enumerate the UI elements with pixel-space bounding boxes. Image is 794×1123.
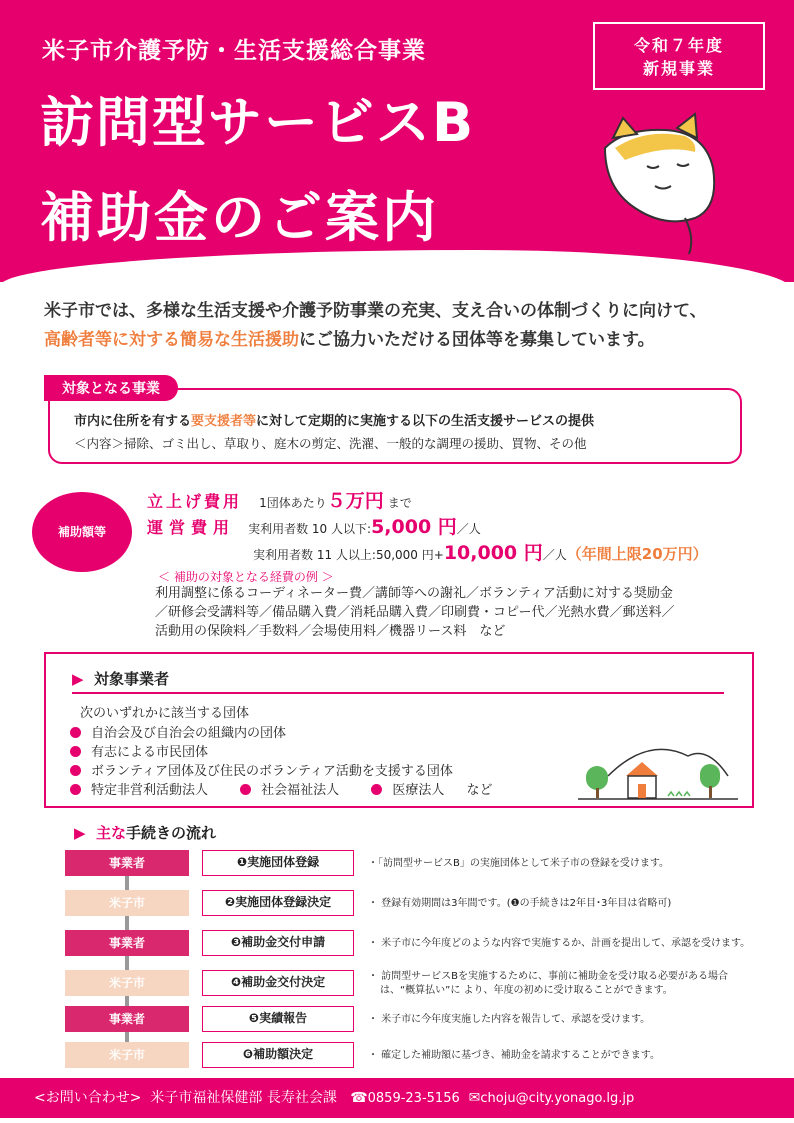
target-operators-box xyxy=(44,652,754,808)
flow-title-rest: 手続きの流れ xyxy=(126,824,217,842)
op1-b: ／人 xyxy=(456,522,481,536)
target-l1-highlight: 要支援者等 xyxy=(191,414,257,429)
triangle-icon: ▶ xyxy=(72,670,84,688)
bullet-icon xyxy=(70,765,81,776)
operators-title-text: 対象事業者 xyxy=(94,670,170,688)
house-illustration-icon xyxy=(578,736,738,802)
operators-divider xyxy=(72,692,724,694)
operators-title xyxy=(72,668,169,689)
flow-step: ❺実績報告 xyxy=(202,1006,354,1032)
header-title-line1: 訪問型サービスB xyxy=(40,91,476,154)
list-item xyxy=(70,762,492,781)
triangle-icon: ▶ xyxy=(74,824,86,842)
badge-line1: 令和７年度 xyxy=(633,36,724,55)
flow-step-desc: ・「訪問型サービスB」の実施団体として米子市の登録を受けます。 xyxy=(368,858,670,869)
flow-step-desc: ・ 米子市に今年度実施した内容を報告して、承認を受けます。 xyxy=(368,1014,651,1025)
subsidy-circle: 補助額等 xyxy=(32,492,132,572)
header-banner xyxy=(0,0,794,282)
flow-title xyxy=(74,822,216,843)
list-item xyxy=(70,781,492,800)
flow-step-desc-line1: ・ 訪問型サービスBを実施するために、事前に補助金を受け取る必要がある場合 xyxy=(368,971,729,982)
expense-line3: 活動用の保険料／手数料／会場使用料／機器リース料 など xyxy=(155,624,506,639)
bullet-icon xyxy=(371,784,382,795)
target-l1-b: に対して定期的に実施する以下の生活支援サービスの提供 xyxy=(256,414,595,429)
header-subtitle: 米子市介護予防・生活支援総合事業 xyxy=(42,38,426,64)
flow-step-desc: ・ 米子市に今年度どのような内容で実施するか、計画を提出して、承認を受けます。 xyxy=(368,938,751,949)
target-l1-a: 市内に住所を有する xyxy=(74,414,192,429)
op2-amount: 10,000 円 xyxy=(443,542,543,564)
target-project-line1 xyxy=(74,410,594,429)
operator-item: 医療法人 xyxy=(392,783,445,798)
operating-cost-row1 xyxy=(147,512,481,539)
mail-icon: ✉ xyxy=(468,1090,481,1106)
flow-title-highlight: 主な xyxy=(96,824,127,842)
operator-item: ボランティア団体及び住民のボランティア活動を支援する団体 xyxy=(91,764,453,779)
intro-line2-rest: にご協力いただける団体等を募集しています。 xyxy=(299,330,655,350)
flow-step: ❷実施団体登録決定 xyxy=(202,890,354,916)
startup-b: まで xyxy=(387,496,412,510)
bullet-icon xyxy=(70,727,81,738)
target-project-tag: 対象となる事業 xyxy=(44,375,178,401)
flow-step-desc: ・ 登録有効期間は3年間です。(❶の手続きは2年目･3年目は省略可) xyxy=(368,898,672,909)
startup-a: 1団体あたり xyxy=(259,496,327,510)
contact-label: <お問い合わせ> xyxy=(34,1090,142,1106)
operator-item: 特定非営利活動法人 xyxy=(91,783,209,798)
startup-amount: ５万円 xyxy=(326,490,384,512)
header-title-line2: 補助金のご案内 xyxy=(40,186,439,249)
flow-step: ❹補助金交付決定 xyxy=(202,970,354,996)
phone-icon: ☎ xyxy=(350,1090,368,1106)
operator-item: 有志による市民団体 xyxy=(91,745,209,760)
operating-label: 運営費用 xyxy=(147,518,236,537)
expense-list xyxy=(155,584,755,641)
flow-step-desc-line2: は、“概算払い”に より、年度の初めに受け取ることができます。 xyxy=(380,985,673,996)
expense-line1: 利用調整に係るコーディネーター費／講師等への謝礼／ボランティア活動に対する奨励金 xyxy=(155,586,673,601)
expense-heading: ＜ 補助の対象となる経費の例 ＞ xyxy=(158,570,334,584)
op1-amount: 5,000 円 xyxy=(371,516,457,538)
actor-city: 米子市 xyxy=(65,1042,189,1068)
bullet-icon xyxy=(70,746,81,757)
phone-number[interactable]: 0859-23-5156 xyxy=(367,1091,460,1106)
operator-item: 自治会及び自治会の組織内の団体 xyxy=(91,726,287,741)
new-project-badge xyxy=(593,22,765,90)
actor-operator: 事業者 xyxy=(65,930,189,956)
op2-a: 実利用者数 11 人以上:50,000 円+ xyxy=(253,548,444,562)
op1-a: 実利用者数 10 人以下: xyxy=(248,522,372,536)
department: 米子市福祉保健部 長寿社会課 xyxy=(150,1090,337,1106)
flow-step-desc: ・ 確定した補助額に基づき、補助金を請求することができます。 xyxy=(368,1050,660,1061)
startup-cost-row xyxy=(147,486,412,513)
operators-lead: 次のいずれかに該当する団体 xyxy=(80,706,250,721)
actor-operator: 事業者 xyxy=(65,1006,189,1032)
flow-step: ❸補助金交付申請 xyxy=(202,930,354,956)
intro-line1: 米子市では、多様な生活支援や介護予防事業の充実、支え合いの体制づくりに向けて、 xyxy=(44,301,707,321)
op2-b: ／人 xyxy=(542,548,567,562)
bullet-icon xyxy=(70,784,81,795)
bullet-icon xyxy=(240,784,251,795)
actor-operator: 事業者 xyxy=(65,850,189,876)
operating-cost-row2 xyxy=(253,538,708,565)
badge-line2: 新規事業 xyxy=(642,59,715,78)
actor-city: 米子市 xyxy=(65,890,189,916)
operators-list xyxy=(70,724,492,800)
intro-line2 xyxy=(44,326,764,355)
flow-step: ❶実施団体登録 xyxy=(202,850,354,876)
footer-contact-bar xyxy=(0,1078,794,1118)
intro-text xyxy=(44,297,764,355)
flow-step: ❻補助額決定 xyxy=(202,1042,354,1068)
email-address[interactable]: choju@city.yonago.lg.jp xyxy=(480,1091,635,1106)
startup-label: 立上げ費用 xyxy=(147,492,243,511)
intro-highlight: 高齢者等に対する簡易な生活援助 xyxy=(44,330,299,350)
target-project-line2: ＜内容＞掃除、ゴミ出し、草取り、庭木の剪定、洗濯、一般的な調理の援助、買物、その他 xyxy=(74,436,587,451)
expense-line2: ／研修会受講料等／備品購入費／消耗品購入費／印刷費・コピー代／光熱水費／郵送料／ xyxy=(155,605,675,620)
cat-mascot-icon xyxy=(585,108,725,258)
operator-item: 社会福祉法人 xyxy=(261,783,340,798)
flow-step-desc xyxy=(368,970,728,998)
list-item xyxy=(70,743,492,762)
operator-etc: など xyxy=(466,783,493,798)
actor-city: 米子市 xyxy=(65,970,189,996)
op2-cap: （年間上限20万円） xyxy=(566,545,708,563)
list-item xyxy=(70,724,492,743)
